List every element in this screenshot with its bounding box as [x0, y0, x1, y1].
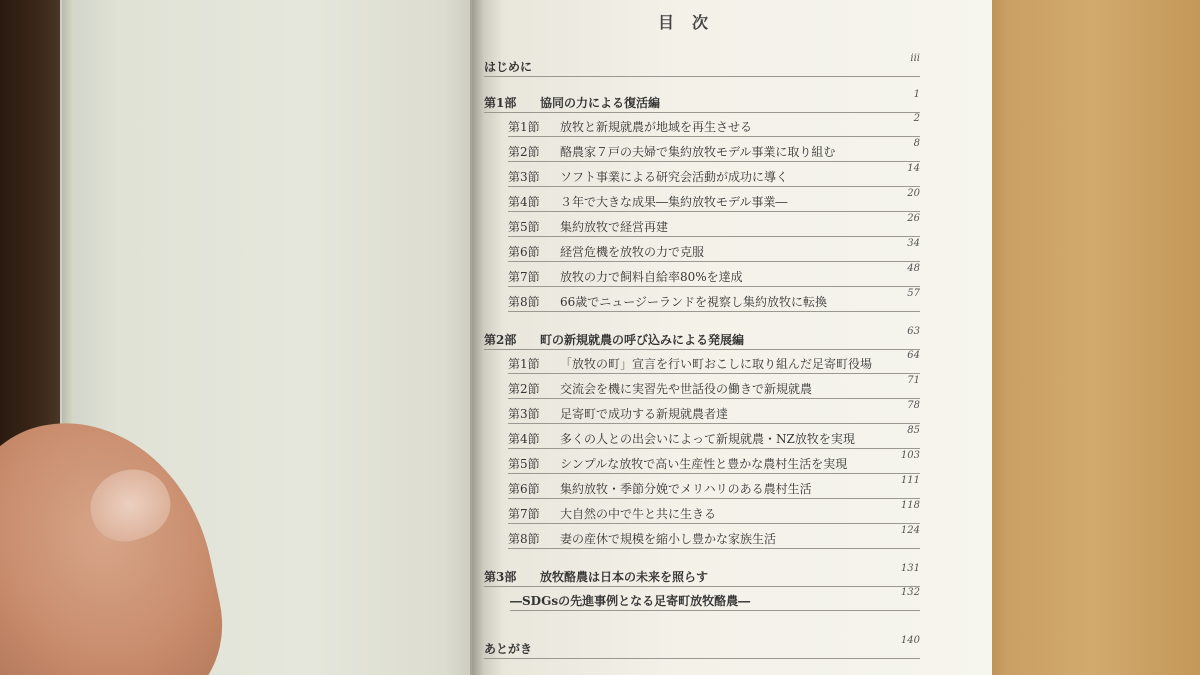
- leader-line: [508, 548, 920, 549]
- entry-number: 第8節: [508, 295, 540, 309]
- leader-line: [508, 161, 920, 162]
- toc-section: [508, 400, 920, 425]
- entry-page: 103: [900, 450, 920, 461]
- toc-section: [508, 475, 920, 500]
- entry-label: 多くの人との出会いによって新規就農・NZ放牧を実現: [560, 432, 855, 446]
- entry-page: 26: [907, 213, 920, 224]
- entry-number: 第6節: [508, 245, 540, 259]
- toc-subtitle: [510, 587, 920, 612]
- toc-section: [508, 238, 920, 263]
- entry-page: 57: [907, 288, 920, 299]
- leader-line: [508, 373, 920, 374]
- toc-section: [508, 450, 920, 475]
- entry-page: 48: [907, 263, 920, 274]
- leader-line: [484, 112, 920, 113]
- entry-number: 第5節: [508, 220, 540, 234]
- toc-section: [508, 263, 920, 288]
- entry-number: 第3節: [508, 407, 540, 421]
- entry-label: 「放牧の町」宣言を行い町おこしに取り組んだ足寄町役場: [560, 357, 873, 371]
- entry-number: 第1節: [508, 120, 540, 134]
- entry-label: 町の新規就農の呼び込みによる発展編: [540, 333, 745, 347]
- entry-page: 78: [907, 400, 920, 411]
- toc-part-3: [484, 563, 920, 588]
- entry-page: 118: [900, 500, 920, 511]
- toc-section: [508, 213, 920, 238]
- entry-label: ソフト事業による研究会活動が成功に導く: [560, 170, 789, 184]
- entry-page: 64: [907, 350, 920, 361]
- entry-number: 第7節: [508, 507, 540, 521]
- leader-line: [508, 448, 920, 449]
- entry-label: 放牧と新規就農が地域を再生させる: [560, 120, 753, 134]
- leader-line: [508, 261, 920, 262]
- leader-line: [484, 658, 920, 659]
- entry-label: 大自然の中で牛と共に生きる: [560, 507, 717, 521]
- entry-label: ３年で大きな成果―集約放牧モデル事業―: [560, 195, 788, 209]
- entry-page: 20: [907, 188, 920, 199]
- entry-page: 63: [907, 326, 920, 337]
- entry-page: 124: [900, 525, 920, 536]
- entry-number: 第8節: [508, 532, 540, 546]
- entry-page: 14: [907, 163, 920, 174]
- leader-line: [508, 311, 920, 312]
- toc-part-1: [484, 89, 920, 114]
- toc-title: 目次: [658, 13, 727, 32]
- entry-page: 71: [907, 375, 920, 386]
- entry-page: 1: [913, 89, 920, 100]
- toc-section: [508, 525, 920, 550]
- entry-label: 66歳でニュージーランドを視察し集約放牧に転換: [560, 295, 828, 309]
- entry-number: 第7節: [508, 270, 540, 284]
- leader-line: [508, 473, 920, 474]
- entry-label: 酪農家７戸の夫婦で集約放牧モデル事業に取り組む: [560, 145, 836, 159]
- entry-label: 放牧酪農は日本の未来を照らす: [540, 570, 709, 584]
- toc-entry-afterword: [484, 635, 920, 660]
- entry-number: 第2部: [484, 333, 517, 347]
- leader-line: [508, 423, 920, 424]
- toc-section: [508, 288, 920, 313]
- toc-section: [508, 425, 920, 450]
- leader-line: [484, 349, 920, 350]
- entry-label: 経営危機を放牧の力で克服: [560, 245, 705, 259]
- wooden-table: [960, 0, 1200, 675]
- entry-label: 足寄町で成功する新規就農者達: [560, 407, 729, 421]
- entry-page: 85: [907, 425, 920, 436]
- entry-number: 第1部: [484, 96, 517, 110]
- table-of-contents: [472, 0, 922, 675]
- entry-label: あとがき: [484, 642, 533, 656]
- entry-page: 8: [913, 138, 920, 149]
- entry-label: 妻の産休で規模を縮小し豊かな家族生活: [560, 532, 777, 546]
- leader-line: [510, 610, 920, 611]
- toc-part-2: [484, 326, 920, 351]
- toc-section: [508, 500, 920, 525]
- entry-number: 第4節: [508, 195, 540, 209]
- entry-page: 131: [900, 563, 920, 574]
- entry-number: 第4節: [508, 432, 540, 446]
- toc-section: [508, 163, 920, 188]
- leader-line: [508, 186, 920, 187]
- toc-section: [508, 138, 920, 163]
- toc-section: [508, 350, 920, 375]
- toc-section: [508, 375, 920, 400]
- entry-number: 第3部: [484, 570, 517, 584]
- leader-line: [508, 136, 920, 137]
- toc-section: [508, 113, 920, 138]
- leader-line: [508, 523, 920, 524]
- toc-section: [508, 188, 920, 213]
- entry-page: 2: [913, 113, 920, 124]
- entry-page: 140: [900, 635, 920, 646]
- leader-line: [484, 76, 920, 77]
- entry-page: 34: [907, 238, 920, 249]
- entry-number: 第1節: [508, 357, 540, 371]
- entry-number: 第3節: [508, 170, 540, 184]
- entry-number: 第2節: [508, 145, 540, 159]
- entry-label: ―SDGsの先進事例となる足寄町放牧酪農―: [510, 594, 751, 608]
- entry-page: iii: [910, 53, 920, 64]
- entry-label: 集約放牧・季節分娩でメリハリのある農村生活: [560, 482, 812, 496]
- leader-line: [508, 498, 920, 499]
- entry-number: 第2節: [508, 382, 540, 396]
- entry-label: シンプルな放牧で高い生産性と豊かな農村生活を実現: [560, 457, 848, 471]
- leader-line: [508, 211, 920, 212]
- entry-page: 132: [900, 587, 920, 598]
- entry-label: 集約放牧で経営再建: [560, 220, 669, 234]
- entry-number: 第5節: [508, 457, 540, 471]
- entry-number: 第6節: [508, 482, 540, 496]
- entry-label: 協同の力による復活編: [540, 96, 661, 110]
- leader-line: [508, 398, 920, 399]
- entry-label: 放牧の力で飼料自給率80%を達成: [560, 270, 743, 284]
- entry-label: はじめに: [484, 60, 533, 74]
- entry-page: 111: [900, 475, 920, 486]
- entry-label: 交流会を機に実習先や世話役の働きで新規就農: [560, 382, 813, 396]
- leader-line: [484, 586, 920, 587]
- leader-line: [508, 286, 920, 287]
- leader-line: [508, 236, 920, 237]
- toc-entry-preface: [484, 53, 920, 78]
